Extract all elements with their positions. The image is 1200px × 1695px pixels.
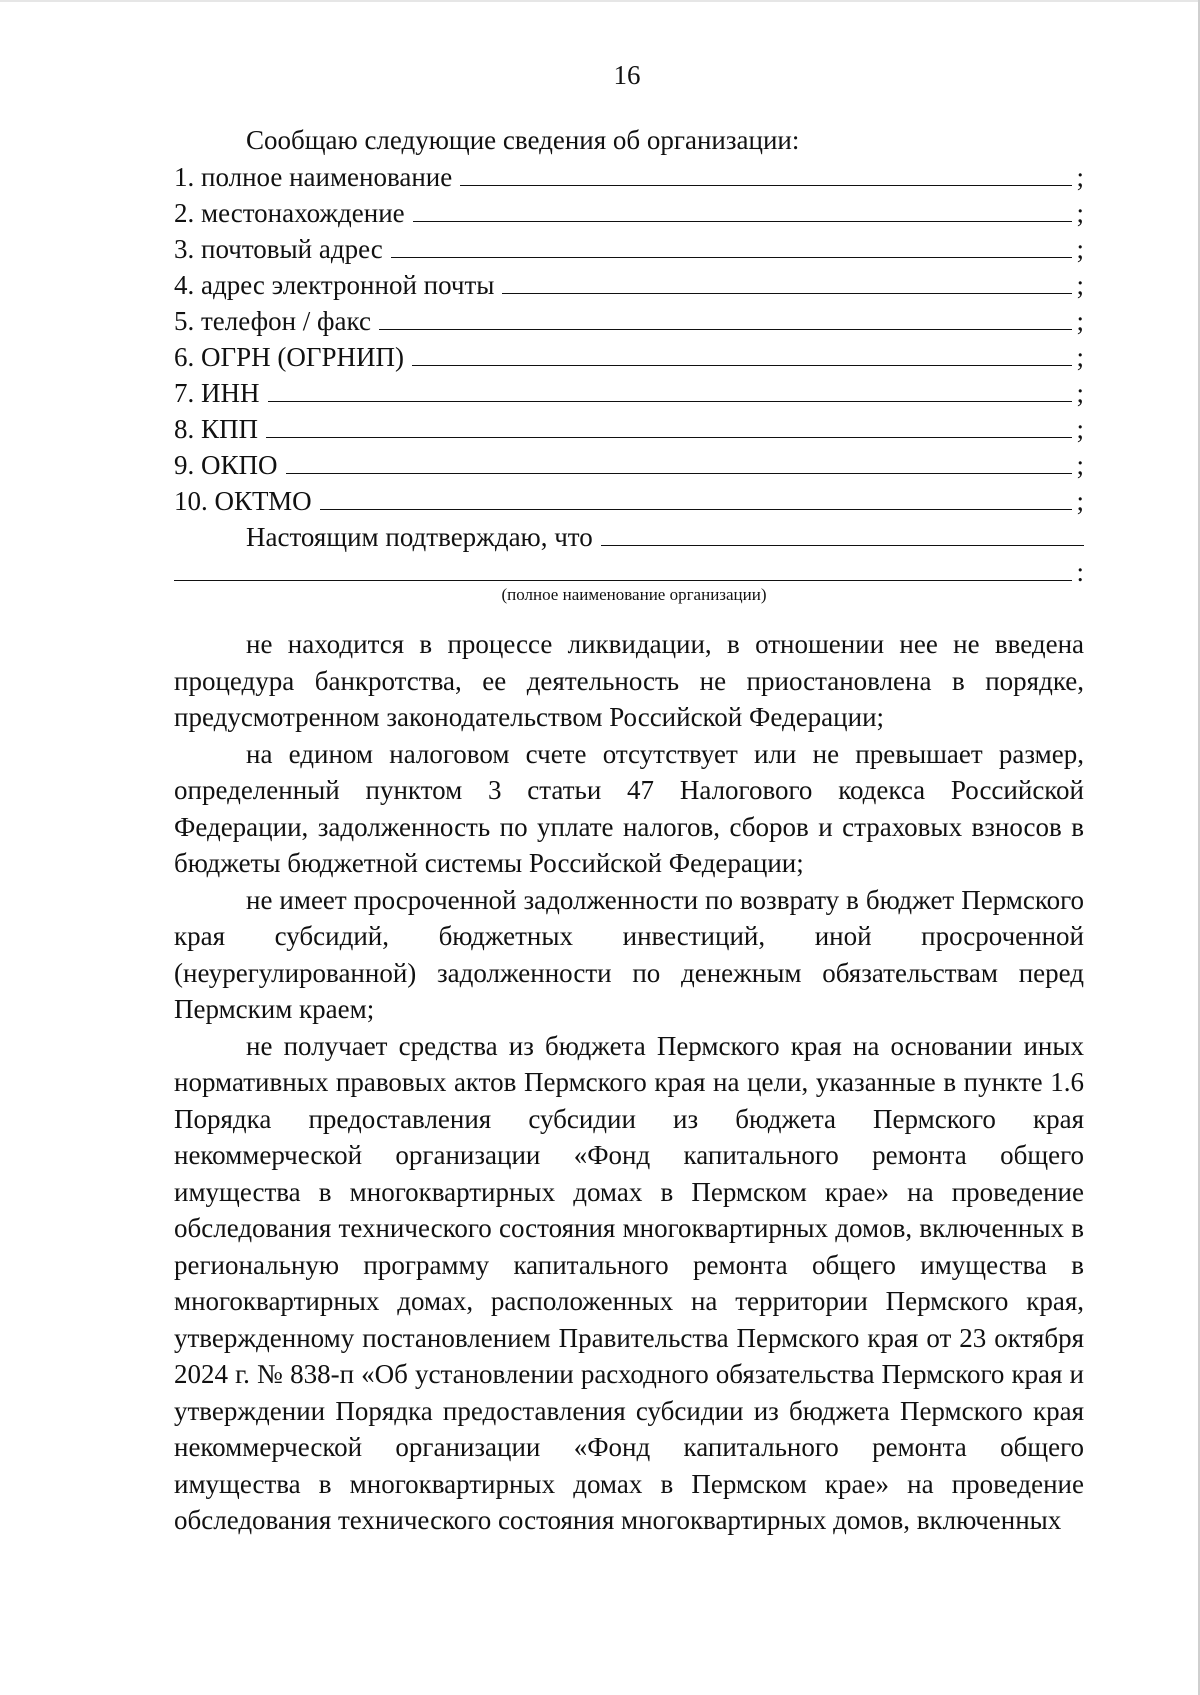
field-row <box>174 446 1084 482</box>
field-row <box>174 230 1084 266</box>
organization-name-row <box>174 554 1084 587</box>
field-row <box>174 338 1084 374</box>
paragraphs <box>174 626 1084 1539</box>
organization-name-line[interactable] <box>174 556 1072 581</box>
fill-line[interactable] <box>268 374 1073 402</box>
field-end: ; <box>1076 234 1084 264</box>
paragraph: на едином налоговом счете отсутствует или не превышает размер, определенный пунктом 3 статьи 47 Налогового кодекса Российской Федерации, задолженность по уплате налогов, сборов и страховых взносов в бюджеты бюджетной системы Российской Федерации; <box>174 738 1084 878</box>
fill-line[interactable] <box>413 194 1073 222</box>
field-label: 3. почтовый адрес <box>174 234 383 264</box>
fill-line[interactable] <box>266 410 1072 438</box>
field-row <box>174 410 1084 446</box>
field-row <box>174 194 1084 230</box>
field-row <box>174 266 1084 302</box>
fill-line[interactable] <box>601 518 1084 546</box>
fill-line[interactable] <box>412 338 1073 366</box>
field-label: 7. ИНН <box>174 378 260 408</box>
paragraph: не находится в процессе ликвидации, в отношении нее не введена процедура банкротства, ее деятельность не приостановлена в порядке, предусмотренном законодательством Российской Федерации; <box>174 629 1084 732</box>
field-label: 9. ОКПО <box>174 450 278 480</box>
field-end: ; <box>1076 378 1084 408</box>
field-row <box>174 158 1084 194</box>
intro-text: Сообщаю следующие сведения об организации: <box>246 125 800 155</box>
fields-list <box>174 158 1084 518</box>
field-end: ; <box>1076 162 1084 192</box>
field-label: 8. КПП <box>174 414 259 444</box>
field-row <box>174 302 1084 338</box>
field-end: ; <box>1076 306 1084 336</box>
field-end: ; <box>1076 270 1084 300</box>
field-label: 6. ОГРН (ОГРНИП) <box>174 342 404 372</box>
confirm-row <box>174 518 1084 554</box>
field-row <box>174 374 1084 410</box>
page-number: 16 <box>613 60 641 90</box>
document-body <box>174 122 1084 1539</box>
page-edge-top <box>0 0 1200 2</box>
field-label: 1. полное наименование <box>174 162 453 192</box>
field-end: ; <box>1076 486 1084 516</box>
fill-line[interactable] <box>391 230 1073 258</box>
field-end: ; <box>1076 342 1084 372</box>
fill-line[interactable] <box>286 446 1073 474</box>
field-label: 4. адрес электронной почты <box>174 270 495 300</box>
fill-line[interactable] <box>379 302 1073 330</box>
field-label: 2. местонахождение <box>174 198 405 228</box>
field-label: 5. телефон / факс <box>174 306 371 336</box>
field-row <box>174 482 1084 518</box>
fill-line[interactable] <box>320 482 1073 510</box>
paragraph: не имеет просроченной задолженности по возврату в бюджет Пермского края субсидий, бюджетных инвестиций, иной просроченной (неурегулированной) задолженности по денежным обязательствам перед Пермским краем; <box>174 884 1084 1024</box>
field-end: : <box>1076 557 1084 587</box>
fill-line[interactable] <box>460 158 1072 186</box>
line-caption: (полное наименование организации) <box>501 585 767 604</box>
field-end: ; <box>1076 414 1084 444</box>
field-label: 10. ОКТМО <box>174 486 312 516</box>
field-end: ; <box>1076 198 1084 228</box>
paragraph: не получает средства из бюджета Пермского края на основании иных нормативных правовых актов Пермского края на цели, указанные в пункте 1.6 Порядка предоставления субсидии из бюджета Пермского края некоммерческой организации «Фонд капитального ремонта общего имущества в многоквартирных домах в Пермском крае» на проведение обследования технического состояния многоквартирных домов, включенных в региональную программу капитального ремонта общего имущества в многоквартирных домах, расположенных на территории Пермского края, утвержденному постановлением Правительства Пермского края от 23 октября 2024 г. № 838-п «Об установлении расходного обязательства Пермского края и утверждении Порядка предоставления субсидии из бюджета Пермского края некоммерческой организации «Фонд капитального ремонта общего имущества в многоквартирных домах в Пермском крае» на проведение обследования технического состояния многоквартирных домов, включенных <box>174 1030 1084 1535</box>
confirm-label: Настоящим подтверждаю, что <box>246 522 593 552</box>
field-end: ; <box>1076 450 1084 480</box>
fill-line[interactable] <box>502 266 1072 294</box>
